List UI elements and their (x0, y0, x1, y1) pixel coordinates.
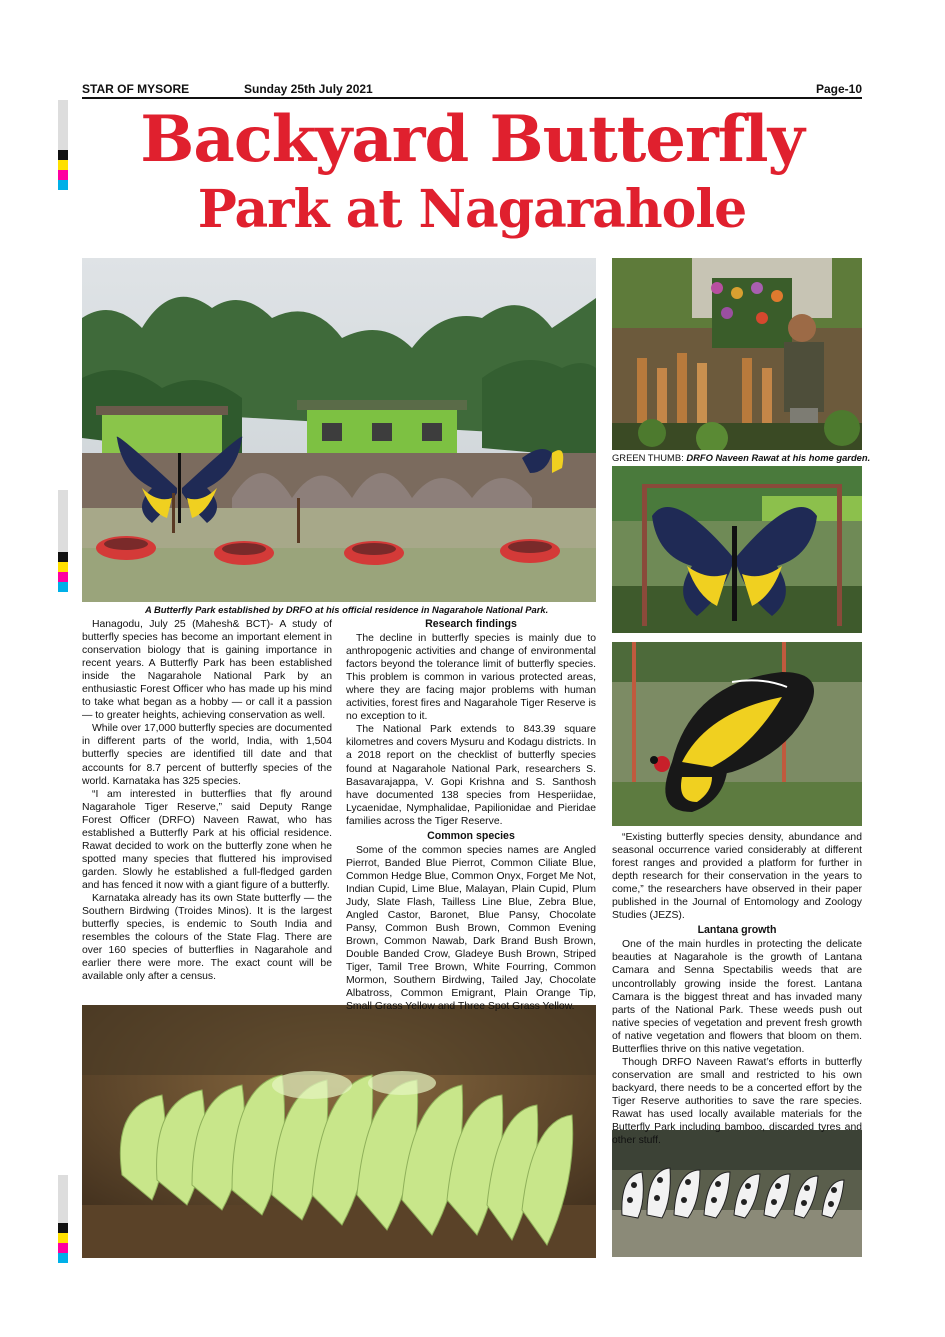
page-number: Page-10 (815, 82, 862, 96)
butterfly-park-photo (82, 258, 596, 602)
paragraph: Hanagodu, July 25 (Mahesh& BCT)- A study of butterfly species has become an important element in conservation biology that is gaining importance in recent years. A Butterfly Park has been established inside the Nagarahole National Park by an enthusiastic Forest Officer who has made up his mind to take what began as a hobby — or call it a passion — to greater heights, achieving conservation as well. (82, 619, 332, 722)
paragraph: “Existing butterfly species density, abundance and seasonal occurrence varied considerably at different forest ranges and provided a platform for further in depth research for their conservation in the years to come,” the researchers have observed in their paper published in the Journal of Entomology and Zoology Studies (JEZS). (612, 832, 862, 922)
headline-line-2: Park at Nagarahole (197, 179, 747, 240)
paragraph: The National Park extends to 843.39 square kilometres and covers Mysuru and Kodagu districts. In a 2018 report on the checklist of butterfly species found at Nagarahole National Park, researchers S. Basavarajappa, V. Gopi Krishna and S. Santhosh have documented 138 species from Hesperiidae, Lycaenidae, Nymphalidae, Papilionidae and Pieridae families across the Tiger Reserve. (346, 724, 596, 827)
butterfly-sculpture-photo (612, 642, 862, 826)
masthead (82, 82, 862, 98)
article-column-2 (346, 618, 596, 1013)
subheading-research-findings: Research findings (425, 618, 517, 630)
registration-marks-top (58, 100, 68, 190)
paragraph: One of the main hurdles in protecting the delicate beauties at Nagarahole is the growth of Lantana Camara and Senna Spectabilis weeds that are uncontrollably growing inside the forest. Lantana Camara is the biggest threat and has invaded many parts of the National Park. These weeds push out native species of vegetation and prevent fresh growth of native vegetation and flowers that bloom on them. Butterflies thrive on this native vegetation. (612, 939, 862, 1055)
paragraph: Karnataka already has its own State butterfly — the Southern Birdwing (Troides Minos). It is the largest butterfly species, is endemic to South India and resembles the colours of the State Flag. There are over 160 species of butterflies in Nagarahole and earlier there were more. The exact count will be available only after a census. (82, 892, 332, 983)
registration-marks-middle (58, 490, 68, 592)
subheading-lantana-growth: Lantana growth (697, 924, 777, 937)
paragraph: Though DRFO Naveen Rawat’s efforts in butterfly conservation are small and restricted to his own backyard, there needs to be a concerted effort by the Tiger Reserve authorities to save the rare species. Rawat has used locally available materials for the Butterfly Park including bamboo, discarded tyres and other stuff. (612, 1056, 862, 1147)
subheading-common-species: Common species (427, 829, 515, 842)
main-photo-caption: A Butterfly Park established by DRFO at his official residence in Nagarahole National Park. (145, 604, 549, 615)
issue-date: Sunday 25th July 2021 (244, 82, 373, 96)
publication-name: STAR OF MYSORE (82, 82, 190, 96)
garden-photo-caption: GREEN THUMB: DRFO Naveen Rawat at his home garden. (612, 452, 871, 463)
paragraph: Some of the common species names are Angled Pierrot, Banded Blue Pierrot, Common Ciliate Blue, Common Hedge Blue, Common Onyx, Forget Me Not, Indian Cupid, Lime Blue, Malayan, Plain Cupid, Plum Judy, Slate Flash, Tailless Line Blue, Zebra Blue, Angled Castor, Baronet, Blue Pansy, Chocolate Pansy, Common Bush Brown, Common Evening Brown, Common Nawab, Dark Brand Bush Brown, Double Banded Crow, Gladeye Bush Brown, Striped Tiger, Tamil Tree Brown, White Fourring, Common Mormon, Southern Birdwing, Tailed Jay, Chocolate Albatross, Common Emigrant, Plain Orange Tip, Small Grass Yellow and Three Spot Grass Yellow. (346, 844, 596, 1013)
article-column-1 (82, 618, 332, 983)
paragraph: While over 17,000 butterfly species are documented in different parts of the world, India, with 1,504 butterfly species are identified till date and that accounts for 8.7 percent of butterfly species of the world. Karnataka has 325 species. (82, 723, 332, 787)
spotted-butterflies-photo (612, 1130, 862, 1257)
paragraph: “I am interested in butterflies that fly around Nagarahole Tiger Reserve,” said Deputy Range Forest Officer (DRFO) Naveen Rawat, who has established a Butterfly Park at his official residence. Rawat decided to work on the butterfly zone when he spotted many species that fluttered his improvised garden. Slowly he established a full-fledged garden and has fenced it now with a giant figure of a butterfly. (82, 788, 332, 891)
masthead-rule (82, 97, 862, 99)
article-column-3 (612, 831, 862, 1147)
garden-photo (612, 258, 862, 450)
butterfly-gate-photo (612, 466, 862, 633)
paragraph: The decline in butterfly species is mainly due to anthropogenic activities and change of environmental factors beyond the tolerance limit of butterfly species. This problem is common in various protected areas, where they are facing major problems with human activities, forest fires and Nagarahole Tiger Reserve is no exception to it. (346, 633, 596, 723)
registration-marks-bottom (58, 1175, 68, 1263)
green-butterflies-photo (82, 1005, 596, 1258)
headline-line-1: Backyard Butterfly (140, 102, 804, 177)
